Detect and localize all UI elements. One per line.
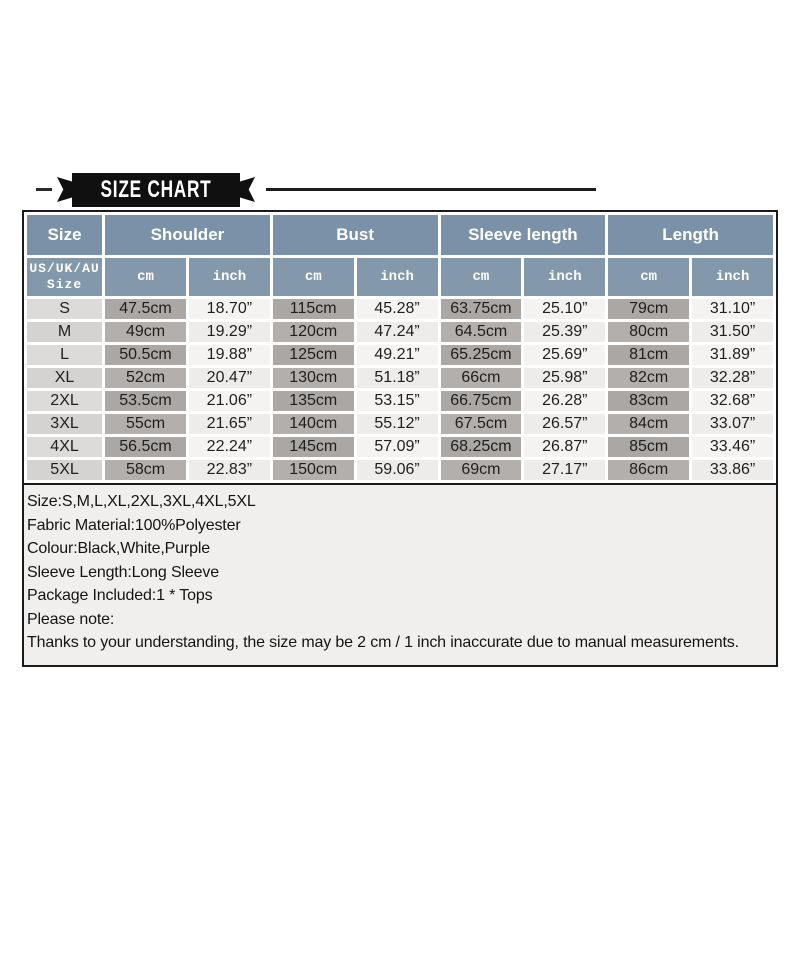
length-inch-cell: 32.28” [692,368,773,388]
shoulder-cm-cell: 55cm [105,414,186,434]
shoulder-cm-cell: 50.5cm [105,345,186,365]
detail-line-size: Size:S,M,L,XL,2XL,3XL,4XL,5XL [27,493,256,510]
shoulder-inch-cell: 19.88” [189,345,270,365]
bust-inch-cell: 57.09” [357,437,438,457]
detail-line-colour: Colour:Black,White,Purple [27,540,210,557]
size-chart-banner [72,173,240,207]
sleeve-cm-cell: 67.5cm [441,414,522,434]
unit-header-shoulder-inch: inch [189,258,270,296]
sleeve-cm-cell: 65.25cm [441,345,522,365]
detail-line-fabric: Fabric Material:100%Polyester [27,516,241,534]
sleeve-inch-cell: 25.10” [524,299,605,319]
shoulder-cm-cell: 52cm [105,368,186,388]
size-cell: 2XL [27,391,102,411]
horizontal-rule-line [266,188,596,191]
shoulder-cm-cell: 49cm [105,322,186,342]
bust-inch-cell: 49.21” [357,345,438,365]
ribbon-right-notch [240,177,255,202]
length-inch-cell: 33.07” [692,414,773,434]
bust-cm-cell: 120cm [273,322,354,342]
size-cell: M [27,322,102,342]
table-header-row [27,215,773,255]
size-cell: XL [27,368,102,388]
size-cell: S [27,299,102,319]
col-header-shoulder: Shoulder [105,215,270,255]
unit-header-shoulder-cm: cm [105,258,186,296]
table-row [27,368,773,388]
length-cm-cell: 85cm [608,437,689,457]
bust-cm-cell: 125cm [273,345,354,365]
length-inch-cell: 33.86” [692,460,773,480]
length-cm-cell: 86cm [608,460,689,480]
shoulder-cm-cell: 56.5cm [105,437,186,457]
detail-line-sleeve: Sleeve Length:Long Sleeve [27,563,219,581]
shoulder-inch-cell: 20.47” [189,368,270,388]
sleeve-inch-cell: 25.39” [524,322,605,342]
size-cell: 5XL [27,460,102,480]
bust-inch-cell: 53.15” [357,391,438,411]
length-inch-cell: 31.10” [692,299,773,319]
col-header-sleeve-length: Sleeve length [441,215,606,255]
table-row [27,345,773,365]
length-cm-cell: 84cm [608,414,689,434]
shoulder-inch-cell: 19.29” [189,322,270,342]
length-cm-cell: 81cm [608,345,689,365]
unit-header-sleeve-inch: inch [524,258,605,296]
size-table [24,212,776,483]
bust-inch-cell: 51.18” [357,368,438,388]
size-cell: 3XL [27,414,102,434]
shoulder-inch-cell: 22.24” [189,437,270,457]
length-cm-cell: 83cm [608,391,689,411]
subheader-region-size [27,258,102,296]
sleeve-cm-cell: 66cm [441,368,522,388]
bust-cm-cell: 115cm [273,299,354,319]
unit-header-length-cm: cm [608,258,689,296]
sleeve-inch-cell: 25.98” [524,368,605,388]
bust-cm-cell: 135cm [273,391,354,411]
bust-cm-cell: 150cm [273,460,354,480]
size-chart-page [0,172,800,667]
bust-cm-cell: 140cm [273,414,354,434]
banner [0,172,800,207]
length-cm-cell: 82cm [608,368,689,388]
subheader-region-line1: US/UK/AU [29,261,100,276]
sleeve-inch-cell: 27.17” [524,460,605,480]
table-subheader-row [27,258,773,296]
bust-inch-cell: 55.12” [357,414,438,434]
size-cell: 4XL [27,437,102,457]
bust-cm-cell: 145cm [273,437,354,457]
table-row [27,322,773,342]
sleeve-cm-cell: 63.75cm [441,299,522,319]
table-row [27,414,773,434]
table-row [27,437,773,457]
bust-cm-cell: 130cm [273,368,354,388]
table-row [27,299,773,319]
bust-inch-cell: 47.24” [357,322,438,342]
sleeve-cm-cell: 68.25cm [441,437,522,457]
detail-line-disclaimer: Thanks to your understanding, the size may be 2 cm / 1 inch inaccurate due to manual measurements. [27,634,739,651]
detail-line-note: Please note: [27,610,115,628]
sleeve-cm-cell: 66.75cm [441,391,522,411]
length-inch-cell: 32.68” [692,391,773,411]
col-header-size: Size [27,215,102,255]
sleeve-inch-cell: 26.28” [524,391,605,411]
length-inch-cell: 33.46” [692,437,773,457]
unit-header-sleeve-cm: cm [441,258,522,296]
bust-inch-cell: 59.06” [357,460,438,480]
banner-title: SIZE CHART [100,175,212,203]
table-row [27,460,773,480]
sleeve-cm-cell: 64.5cm [441,322,522,342]
ribbon-left-notch [57,177,72,202]
shoulder-cm-cell: 58cm [105,460,186,480]
size-table-container [22,210,778,667]
length-inch-cell: 31.50” [692,322,773,342]
shoulder-inch-cell: 21.06” [189,391,270,411]
product-details [24,483,776,665]
detail-line-package: Package Included:1 * Tops [27,587,213,604]
col-header-bust: Bust [273,215,438,255]
shoulder-inch-cell: 21.65” [189,414,270,434]
sleeve-inch-cell: 26.57” [524,414,605,434]
unit-header-bust-inch: inch [357,258,438,296]
shoulder-inch-cell: 18.70” [189,299,270,319]
shoulder-cm-cell: 53.5cm [105,391,186,411]
length-cm-cell: 79cm [608,299,689,319]
unit-header-length-inch: inch [692,258,773,296]
sleeve-inch-cell: 26.87” [524,437,605,457]
sleeve-cm-cell: 69cm [441,460,522,480]
shoulder-inch-cell: 22.83” [189,460,270,480]
shoulder-cm-cell: 47.5cm [105,299,186,319]
length-inch-cell: 31.89” [692,345,773,365]
unit-header-bust-cm: cm [273,258,354,296]
length-cm-cell: 80cm [608,322,689,342]
sleeve-inch-cell: 25.69” [524,345,605,365]
bust-inch-cell: 45.28” [357,299,438,319]
subheader-region-line2: Size [46,277,83,292]
col-header-length: Length [608,215,773,255]
left-dash-line [36,188,52,191]
size-cell: L [27,345,102,365]
table-row [27,391,773,411]
